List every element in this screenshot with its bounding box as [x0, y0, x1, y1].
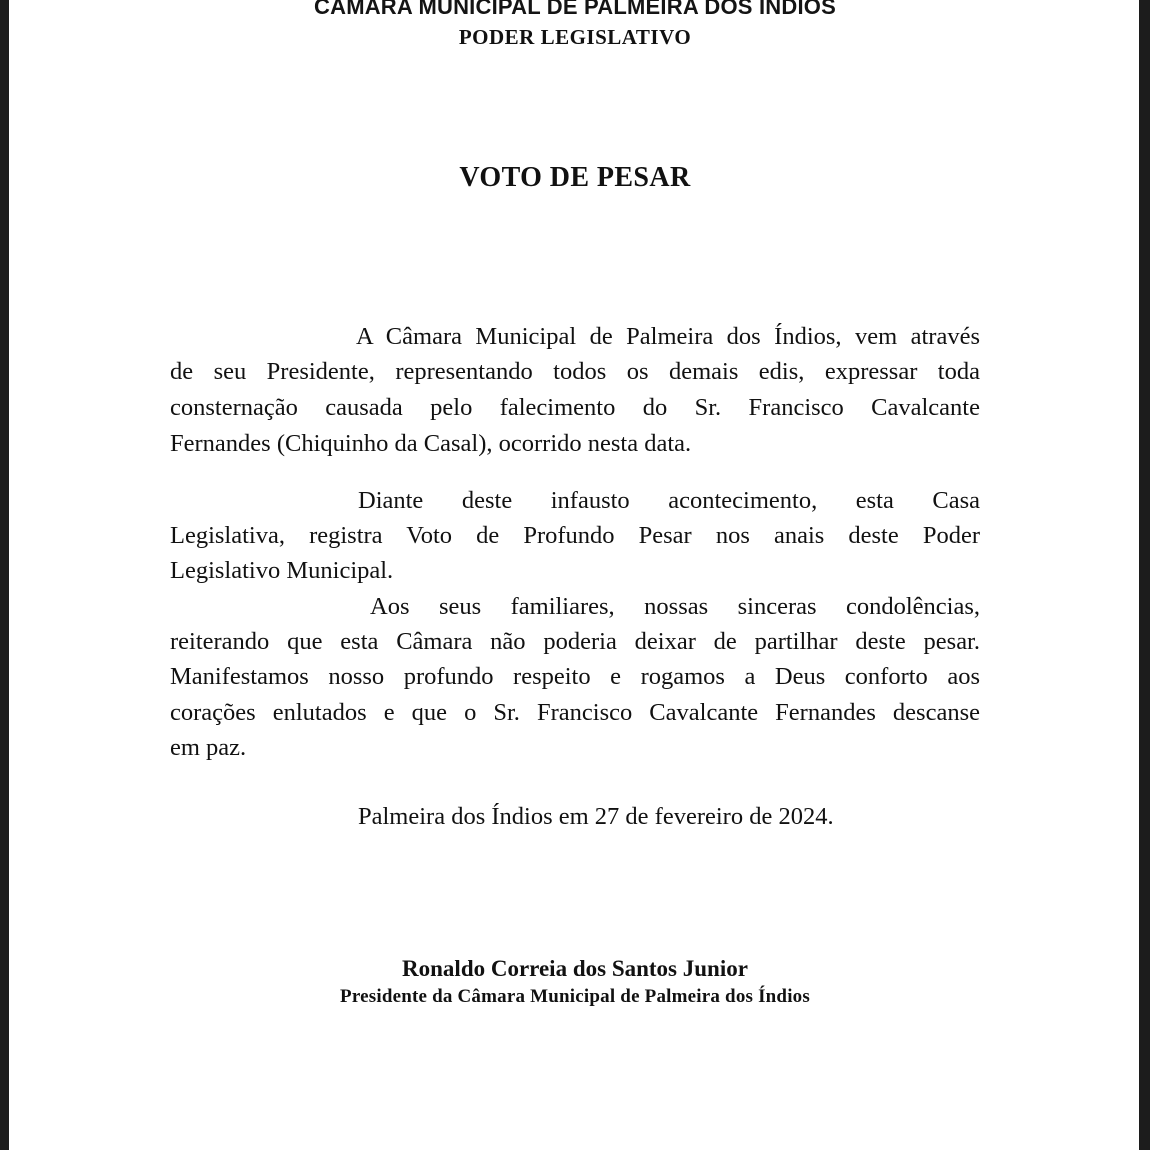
paragraph-line: Legislativa, registra Voto de Profundo Pesar nos anais deste Poder — [170, 522, 980, 549]
paragraph-line: Manifestamos nosso profundo respeito e rogamos a Deus conforto aos — [170, 663, 980, 690]
paragraph-line: de seu Presidente, representando todos os demais edis, expressar toda — [170, 358, 980, 385]
branch-header: PODER LEGISLATIVO — [458, 25, 692, 49]
paragraph-line: A Câmara Municipal de Palmeira dos Índios, vem através — [356, 323, 980, 350]
paragraph-line: Diante deste infausto acontecimento, esta Casa — [358, 487, 980, 514]
paragraph-line: consternação causada pelo falecimento do Sr. Francisco Cavalcante — [170, 394, 980, 421]
paragraph-line: reiterando que esta Câmara não poderia deixar de partilhar deste pesar. — [170, 628, 980, 655]
paragraph-line: Fernandes (Chiquinho da Casal), ocorrido nesta data. — [170, 430, 692, 457]
paragraph-line: Legislativo Municipal. — [170, 557, 394, 584]
signatory-role: Presidente da Câmara Municipal de Palmeira dos Índios — [340, 986, 810, 1007]
signatory-name: Ronaldo Correia dos Santos Junior — [402, 956, 748, 981]
document-title: VOTO DE PESAR — [459, 162, 691, 193]
place-and-date: Palmeira dos Índios em 27 de fevereiro de 2024. — [358, 803, 834, 830]
paragraph-line: Aos seus familiares, nossas sinceras condolências, — [370, 593, 980, 620]
paragraph-line: corações enlutados e que o Sr. Francisco Cavalcante Fernandes descanse — [170, 699, 980, 726]
paragraph-line: em paz. — [170, 734, 247, 761]
institution-header: CAMARA MUNICIPAL DE PALMEIRA DOS INDIOS — [314, 0, 836, 19]
